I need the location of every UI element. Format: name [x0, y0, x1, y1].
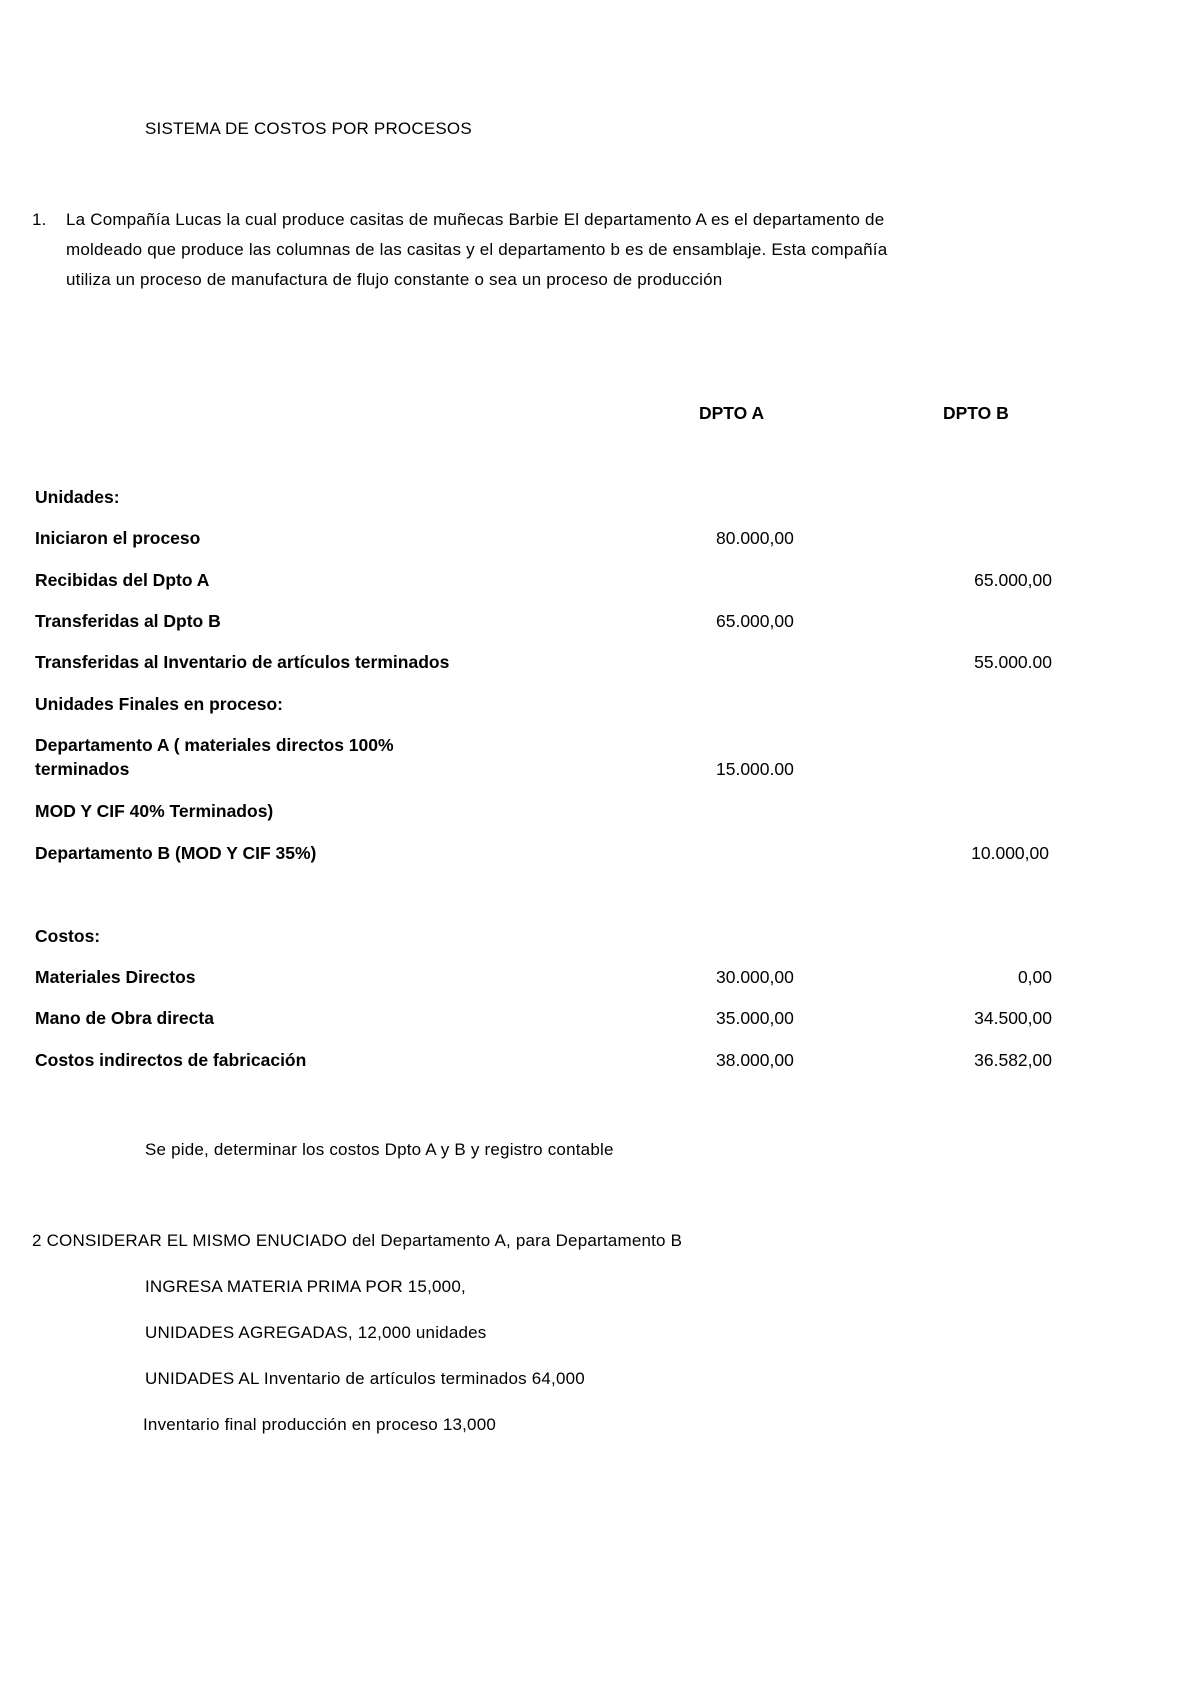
problem-2-item-2: UNIDADES AGREGADAS, 12,000 unidades	[145, 1323, 487, 1342]
row-label-departamento-a-line-2: terminados	[35, 759, 130, 779]
problem-1-line-2: moldeado que produce las columnas de las casitas y el departamento b es de ensamblaje. Esta compañía	[66, 240, 888, 259]
cost-label-mano-obra: Mano de Obra directa	[35, 1008, 214, 1028]
row-value-departamento-b: 10.000,00	[971, 843, 1049, 863]
row-label-iniciaron: Iniciaron el proceso	[35, 528, 201, 548]
row-value-departamento-a: 15.000.00	[716, 759, 794, 779]
cost-value-indirectos-a: 38.000,00	[716, 1050, 794, 1070]
row-value-transferidas-inventario-b: 55.000.00	[974, 652, 1052, 672]
problem-1-line-3: utiliza un proceso de manufactura de flujo constante o sea un proceso de producción	[66, 270, 723, 289]
row-label-mod-cif: MOD Y CIF 40% Terminados)	[35, 801, 274, 821]
row-value-iniciaron-a: 80.000,00	[716, 528, 794, 548]
problem-2-item-3: UNIDADES AL Inventario de artículos terminados 64,000	[145, 1369, 585, 1388]
cost-value-mano-obra-a: 35.000,00	[716, 1008, 794, 1028]
document-title: SISTEMA DE COSTOS POR PROCESOS	[145, 119, 472, 138]
row-label-unidades-finales: Unidades Finales en proceso:	[35, 694, 283, 714]
cost-label-indirectos: Costos indirectos de fabricación	[35, 1050, 307, 1070]
cost-value-materiales-a: 30.000,00	[716, 967, 794, 987]
cost-value-materiales-b: 0,00	[1017, 967, 1052, 987]
problem-2-item-1: INGRESA MATERIA PRIMA POR 15,000,	[145, 1277, 466, 1296]
units-heading: Unidades:	[35, 487, 120, 507]
problem-1-line-1: La Compañía Lucas la cual produce casitas de muñecas Barbie El departamento A es el departamento de	[66, 210, 885, 229]
row-label-recibidas: Recibidas del Dpto A	[35, 570, 210, 590]
column-header-dpto-b: DPTO B	[943, 403, 1009, 423]
row-label-transferidas-b: Transferidas al Dpto B	[35, 611, 221, 631]
column-header-dpto-a: DPTO A	[699, 403, 765, 423]
row-value-recibidas-b: 65.000,00	[974, 570, 1052, 590]
row-label-transferidas-inventario: Transferidas al Inventario de artículos terminados	[35, 652, 450, 672]
cost-value-indirectos-b: 36.582,00	[974, 1050, 1052, 1070]
problem-2-item-4: Inventario final producción en proceso 13,000	[143, 1415, 497, 1434]
cost-value-mano-obra-b: 34.500,00	[974, 1008, 1052, 1028]
cost-label-materiales: Materiales Directos	[35, 967, 196, 987]
row-value-transferidas-b-a: 65.000,00	[716, 611, 794, 631]
row-label-departamento-a-line-1: Departamento A ( materiales directos 100%	[35, 735, 394, 755]
request-text: Se pide, determinar los costos Dpto A y B y registro contable	[145, 1140, 614, 1159]
row-label-departamento-b: Departamento B (MOD Y CIF 35%)	[35, 843, 317, 863]
problem-1-number: 1.	[32, 210, 47, 229]
problem-2-heading: 2 CONSIDERAR EL MISMO ENUCIADO del Departamento A, para Departamento B	[32, 1231, 683, 1250]
costs-heading: Costos:	[35, 926, 101, 946]
